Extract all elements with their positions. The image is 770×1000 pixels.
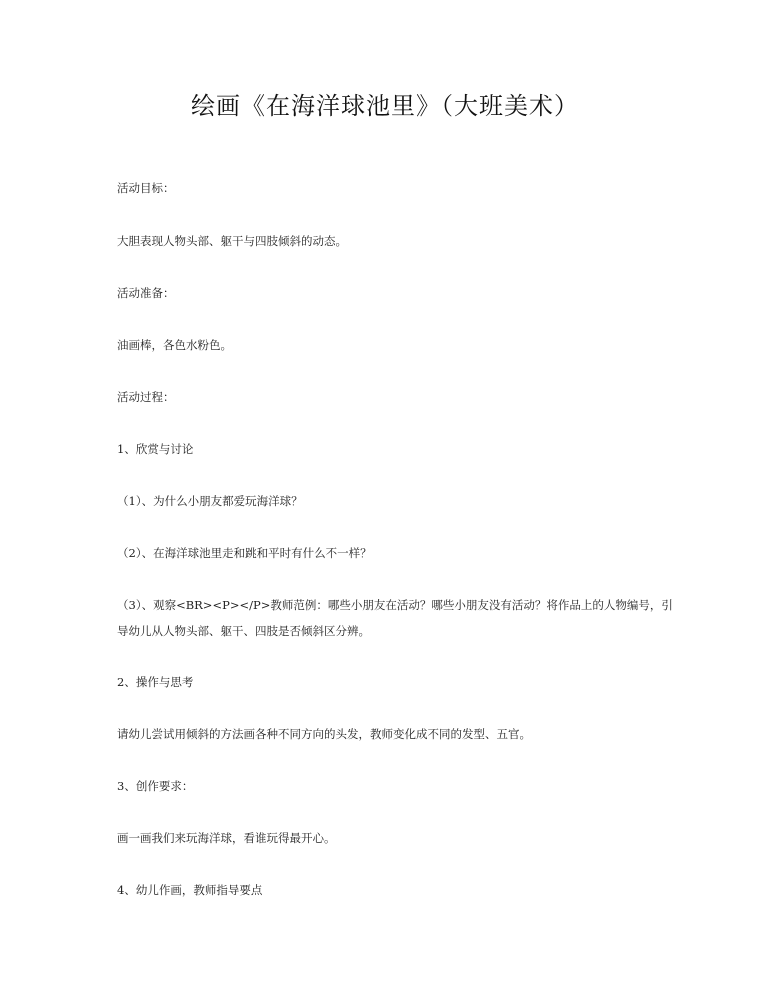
section-heading-process: 活动过程：: [117, 390, 175, 404]
paragraph-operation: 请幼儿尝试用倾斜的方法画各种不同方向的头发，教师变化成不同的发型、五官。: [117, 727, 531, 741]
paragraph-creation: 画一画我们来玩海洋球，看谁玩得最开心。: [117, 831, 336, 845]
section-heading-preparation: 活动准备：: [117, 286, 175, 300]
question-1: （1）、为什么小朋友都爱玩海洋球？: [117, 494, 303, 508]
section-heading-goal: 活动目标：: [117, 181, 175, 195]
step-heading-4: 4、幼儿作画，教师指导要点: [117, 883, 263, 897]
paragraph-goal: 大胆表现人物头部、躯干与四肢倾斜的动态。: [117, 234, 347, 248]
document-title: 绘画《在海洋球池里》（大班美术）: [191, 92, 579, 120]
question-2: （2）、在海洋球池里走和跳和平时有什么不一样？: [117, 546, 372, 560]
question-3: （3）、观察<BR><P></P>教师范例：哪些小朋友在活动？哪些小朋友没有活动？将作品上的人物编号，引导幼儿从人物头部、躯干、四肢是否倾斜区分辨。: [117, 598, 673, 638]
step-heading-3: 3、创作要求：: [117, 779, 194, 793]
step-heading-2: 2、操作与思考: [117, 675, 194, 689]
paragraph-preparation: 油画棒，各色水粉色。: [117, 338, 232, 352]
step-heading-1: 1、欣赏与讨论: [117, 442, 194, 456]
